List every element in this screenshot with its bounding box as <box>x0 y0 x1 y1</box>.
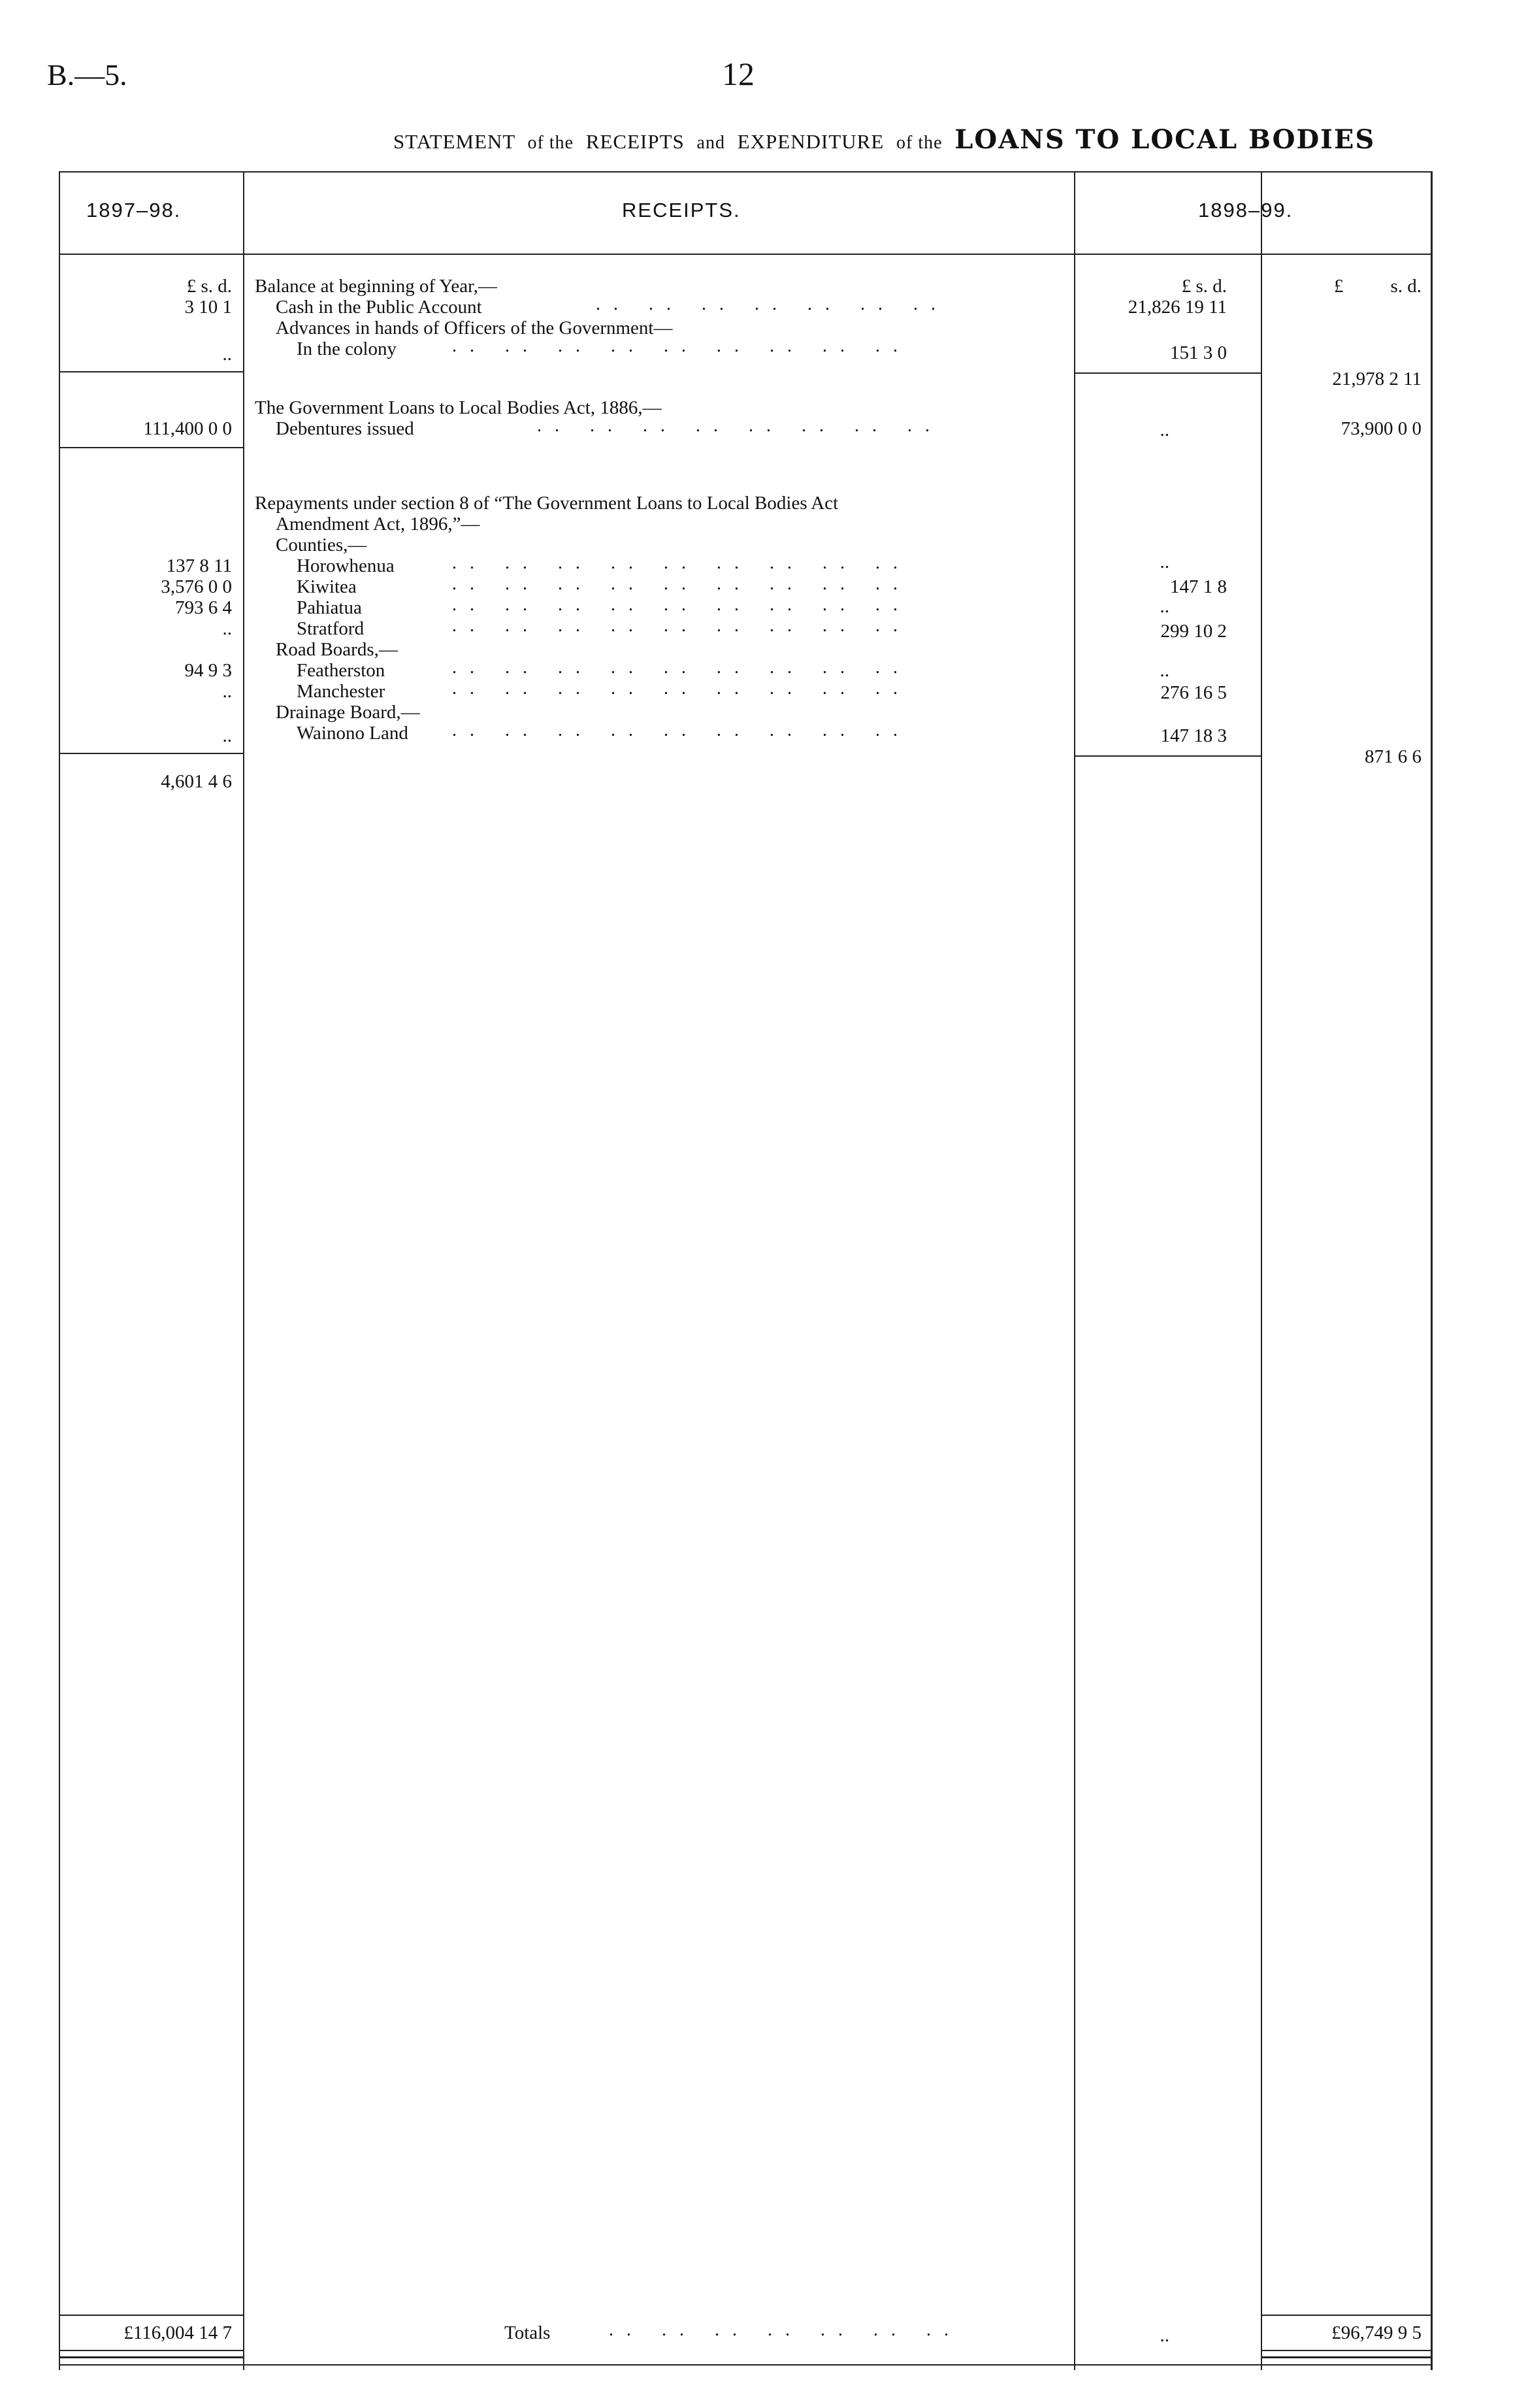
total-1898-99: £96,749 9 5 <box>1331 2322 1422 2343</box>
left-subtotal-rule <box>60 371 243 372</box>
balance-heading: Balance at beginning of Year,— <box>255 276 497 297</box>
featherston-mid-value: .. <box>1160 660 1169 681</box>
left-debentures-rule <box>60 447 243 448</box>
page-number: 12 <box>722 56 755 92</box>
cash-public-account-label: Cash in the Public Account <box>276 297 482 318</box>
pahiatua-mid-value: .. <box>1160 596 1169 617</box>
currency-head-mid: £ s. d. <box>1181 276 1227 297</box>
leader-dots: .. .. .. .. .. .. .. <box>596 294 949 314</box>
debentures-left-value: 111,400 0 0 <box>143 418 232 439</box>
currency-head-left: £ s. d. <box>186 276 232 297</box>
left-totals-top-rule <box>60 2315 243 2316</box>
receipts-table <box>59 171 1433 2370</box>
manchester-label: Manchester <box>297 681 385 702</box>
pahiatua-label: Pahiatua <box>297 597 362 618</box>
totals-label: Totals <box>504 2322 551 2343</box>
statement-and: and <box>696 133 725 153</box>
leader-dots: .. .. .. .. .. .. .. .. .. <box>452 574 911 594</box>
leader-dots: .. .. .. .. .. .. .. .. .. <box>452 657 911 678</box>
counties-label: Counties,— <box>276 535 367 555</box>
header-rule <box>60 254 1431 255</box>
column-header-1898-99: 1898–99. <box>1198 199 1293 222</box>
colony-label: In the colony <box>297 338 397 359</box>
leader-dots: .. .. .. .. .. .. .. <box>609 2320 962 2340</box>
table-bottom-rule <box>60 2364 1431 2366</box>
statement-expenditure: EXPENDITURE <box>737 130 885 153</box>
leader-dots: .. .. .. .. .. .. .. .. .. <box>452 720 911 740</box>
column-header-receipts: RECEIPTS. <box>622 199 741 222</box>
wainono-mid-value: 147 18 3 <box>1160 725 1227 746</box>
leader-dots: .. .. .. .. .. .. .. .. .. <box>452 678 911 699</box>
repayments-total-right: 871 6 6 <box>1365 746 1422 767</box>
featherston-left-value: 94 9 3 <box>184 660 232 681</box>
advances-label: Advances in hands of Officers of the Government— <box>276 318 673 338</box>
stratford-mid-value: 299 10 2 <box>1160 621 1227 642</box>
column-divider-right <box>1261 173 1262 2370</box>
total-mid: .. <box>1160 2325 1169 2346</box>
wainono-label: Wainono Land <box>297 723 408 744</box>
kiwitea-left-value: 3,576 0 0 <box>161 576 232 597</box>
leader-dots: .. .. .. .. .. .. .. .. .. <box>452 336 911 356</box>
leader-dots: .. .. .. .. .. .. .. .. .. <box>452 595 911 615</box>
statement-of: of the <box>527 133 574 153</box>
statement-title <box>393 124 1375 155</box>
balance-total-value: 21,978 2 11 <box>1332 369 1422 389</box>
statement-of-the: of the <box>896 133 943 153</box>
repayments-line-2: Amendment Act, 1896,”— <box>276 514 480 535</box>
column-divider-left <box>243 173 244 2370</box>
leader-dots: .. .. .. .. .. .. .. .. .. <box>452 616 911 636</box>
column-divider-middle <box>1074 173 1075 2370</box>
horowhenua-mid-value: .. <box>1160 552 1169 572</box>
wainono-left-value: .. <box>222 725 232 746</box>
left-totals-double-rule <box>60 2350 243 2358</box>
pahiatua-left-value: 793 6 4 <box>175 597 232 618</box>
act-1886-label: The Government Loans to Local Bodies Act, 1886,— <box>255 397 662 418</box>
mid-repayments-rule <box>1074 755 1261 757</box>
cash-left-value: 3 10 1 <box>184 297 232 318</box>
statement-prefix: STATEMENT <box>393 130 515 153</box>
manchester-mid-value: 276 16 5 <box>1160 682 1227 703</box>
column-header-1897-98: 1897–98. <box>86 199 182 222</box>
debentures-right-value: 73,900 0 0 <box>1341 418 1422 439</box>
debentures-label: Debentures issued <box>276 418 414 439</box>
right-totals-top-rule <box>1261 2315 1431 2316</box>
currency-head-right-pound: £ <box>1334 276 1344 297</box>
colony-left-value: .. <box>222 344 232 365</box>
drainage-board-label: Drainage Board,— <box>276 702 420 723</box>
horowhenua-label: Horowhenua <box>297 555 395 576</box>
stratford-left-value: .. <box>222 618 232 639</box>
stratford-label: Stratford <box>297 618 365 639</box>
colony-mid-value: 151 3 0 <box>1170 342 1227 363</box>
repayments-total-left: 4,601 4 6 <box>161 771 232 792</box>
currency-head-right-sd: s. d. <box>1390 276 1422 297</box>
horowhenua-left-value: 137 8 11 <box>166 555 232 576</box>
statement-receipts: RECEIPTS <box>585 130 685 153</box>
cash-mid-value: 21,826 19 11 <box>1128 297 1227 318</box>
leader-dots: .. .. .. .. .. .. .. .. <box>537 416 943 436</box>
total-1897-98: £116,004 14 7 <box>123 2322 232 2343</box>
debentures-mid-value: .. <box>1160 420 1169 440</box>
right-totals-double-rule <box>1261 2350 1431 2358</box>
road-boards-label: Road Boards,— <box>276 639 398 660</box>
kiwitea-mid-value: 147 1 8 <box>1170 576 1227 597</box>
statement-title-big: LOANS TO LOCAL BODIES <box>954 124 1376 155</box>
mid-subtotal-rule <box>1074 372 1261 374</box>
featherston-label: Featherston <box>297 660 385 681</box>
leader-dots: .. .. .. .. .. .. .. .. .. <box>452 553 911 573</box>
kiwitea-label: Kiwitea <box>297 576 357 597</box>
repayments-line-1: Repayments under section 8 of “The Government Loans to Local Bodies Act <box>255 493 839 514</box>
left-repayments-rule <box>60 753 243 754</box>
report-reference: B.—5. <box>47 58 127 91</box>
manchester-left-value: .. <box>222 681 232 702</box>
